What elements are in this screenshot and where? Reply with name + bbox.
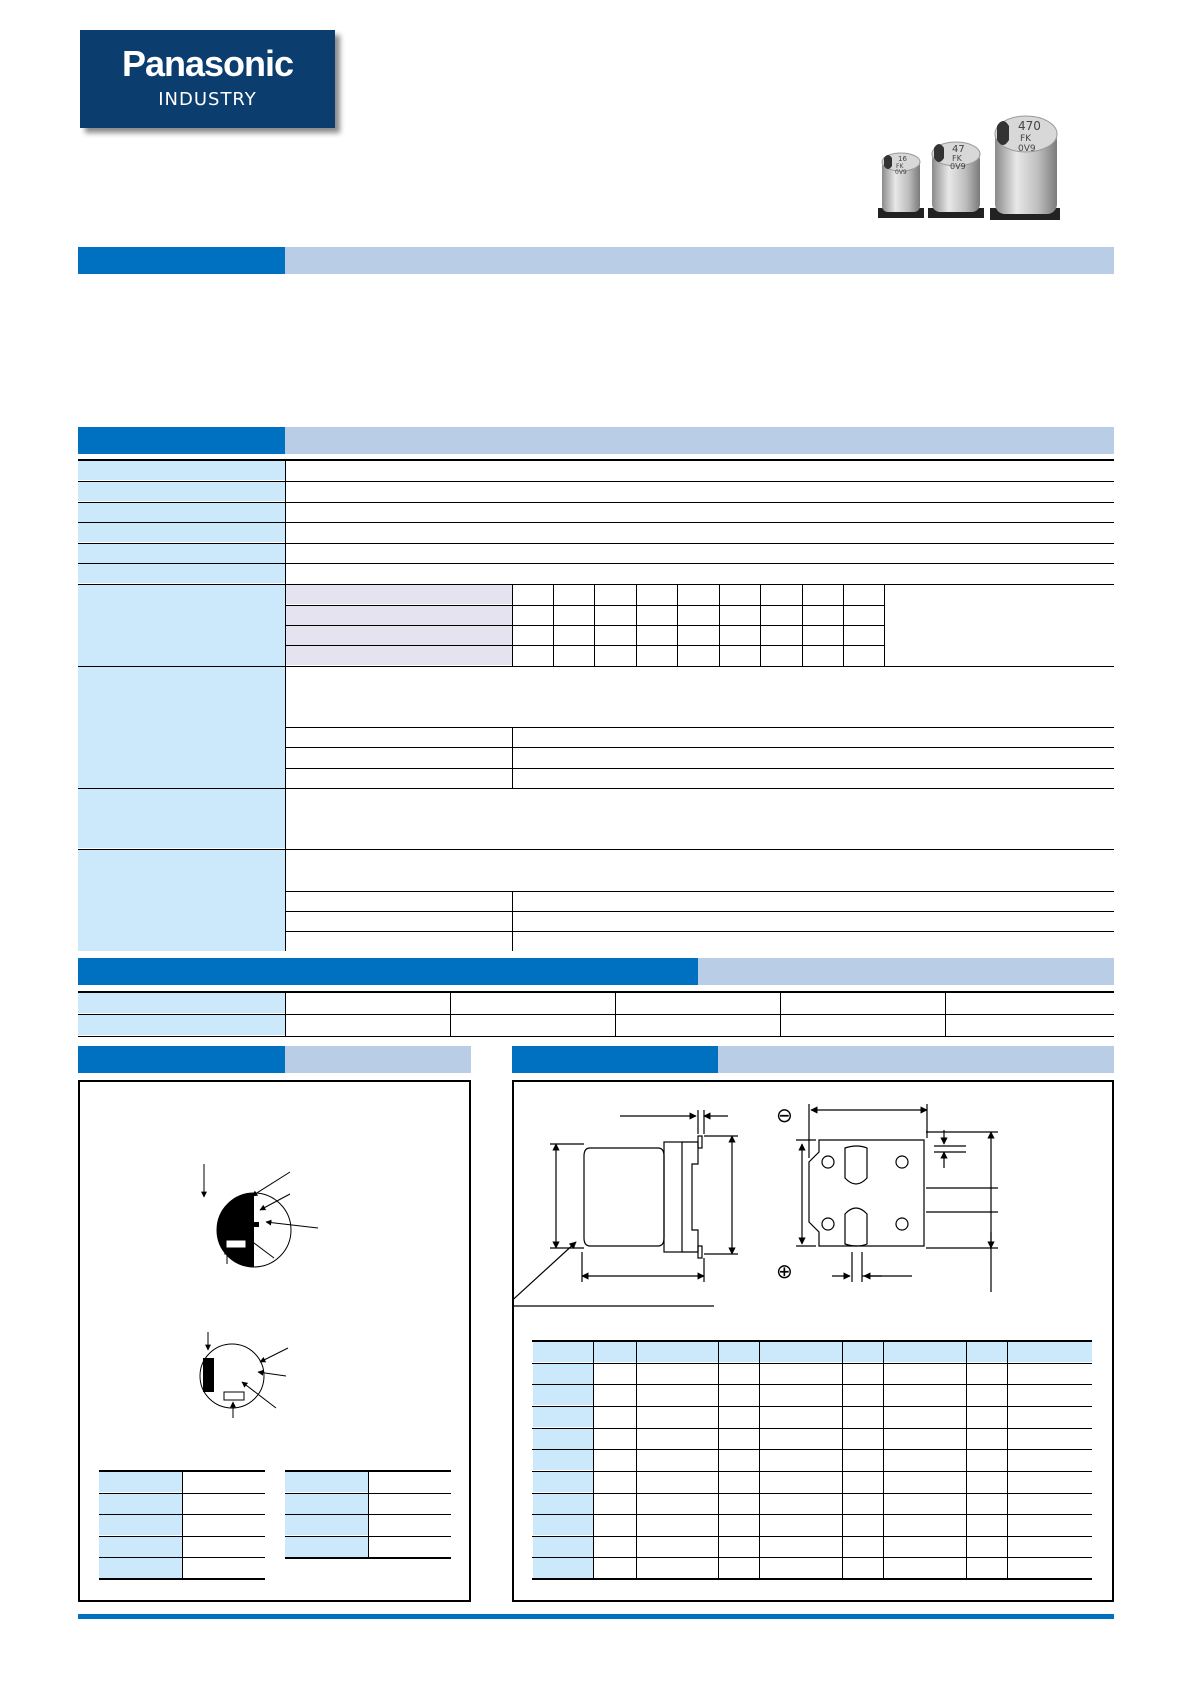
spec-label-cell: [78, 667, 285, 788]
cap-medium-marking-3: 0V9: [950, 162, 966, 171]
footer-rule: [78, 1614, 1114, 1619]
spec-label-cell: [78, 585, 285, 666]
section-bar-1: [78, 247, 1114, 274]
spec-label-cell: [78, 850, 285, 951]
capacitor-small: [878, 153, 924, 218]
cap-large-marking-1: 470: [1018, 119, 1041, 133]
cap-medium-marking-2: FK: [952, 154, 962, 163]
polarity-plus-icon: ⊕: [776, 1259, 793, 1283]
cap-large-marking-2: FK: [1020, 134, 1032, 144]
polarity-minus-icon: ⊖: [776, 1103, 793, 1127]
sub-header-cell: [286, 646, 512, 665]
freq-label-cell: [78, 1015, 285, 1035]
section-bar-3: [78, 958, 1114, 985]
capacitor-medium: [928, 142, 984, 218]
marking-large-case: [204, 1164, 318, 1267]
panasonic-logo: [80, 30, 335, 128]
cap-large-marking-3: 0V9: [1018, 144, 1036, 154]
cap-small-marking-1: 16: [898, 155, 907, 163]
cap-small-marking-2: FK: [896, 163, 904, 170]
sub-header-cell: [286, 585, 512, 604]
sub-header-cell: [286, 626, 512, 645]
dimensions-header-row: [533, 1342, 1092, 1362]
cap-medium-marking-1: 47: [952, 144, 965, 155]
spec-label-cell: [78, 523, 285, 542]
spec-label-cell: [78, 461, 285, 480]
bottom-view: [796, 1104, 998, 1292]
spec-label-cell: [78, 789, 285, 848]
side-view: [514, 1110, 738, 1306]
cap-small-marking-3: 0V9: [895, 169, 907, 176]
freq-label-cell: [78, 993, 285, 1013]
spec-label-cell: [78, 544, 285, 563]
spec-label-cell: [78, 564, 285, 583]
spec-label-cell: [78, 482, 285, 501]
spec-label-cell: [78, 503, 285, 522]
brand-division: INDUSTRY: [158, 89, 257, 110]
product-photo: [870, 112, 1070, 224]
section-bar-dimensions: [512, 1046, 1114, 1073]
marking-small-case: [200, 1332, 288, 1418]
dimension-drawings: [514, 1082, 1112, 1342]
sub-header-cell: [286, 606, 512, 625]
section-bar-specifications: [78, 427, 1114, 454]
brand-name: Panasonic: [121, 43, 294, 84]
capacitor-large: [990, 116, 1060, 220]
section-bar-marking: [78, 1046, 471, 1073]
